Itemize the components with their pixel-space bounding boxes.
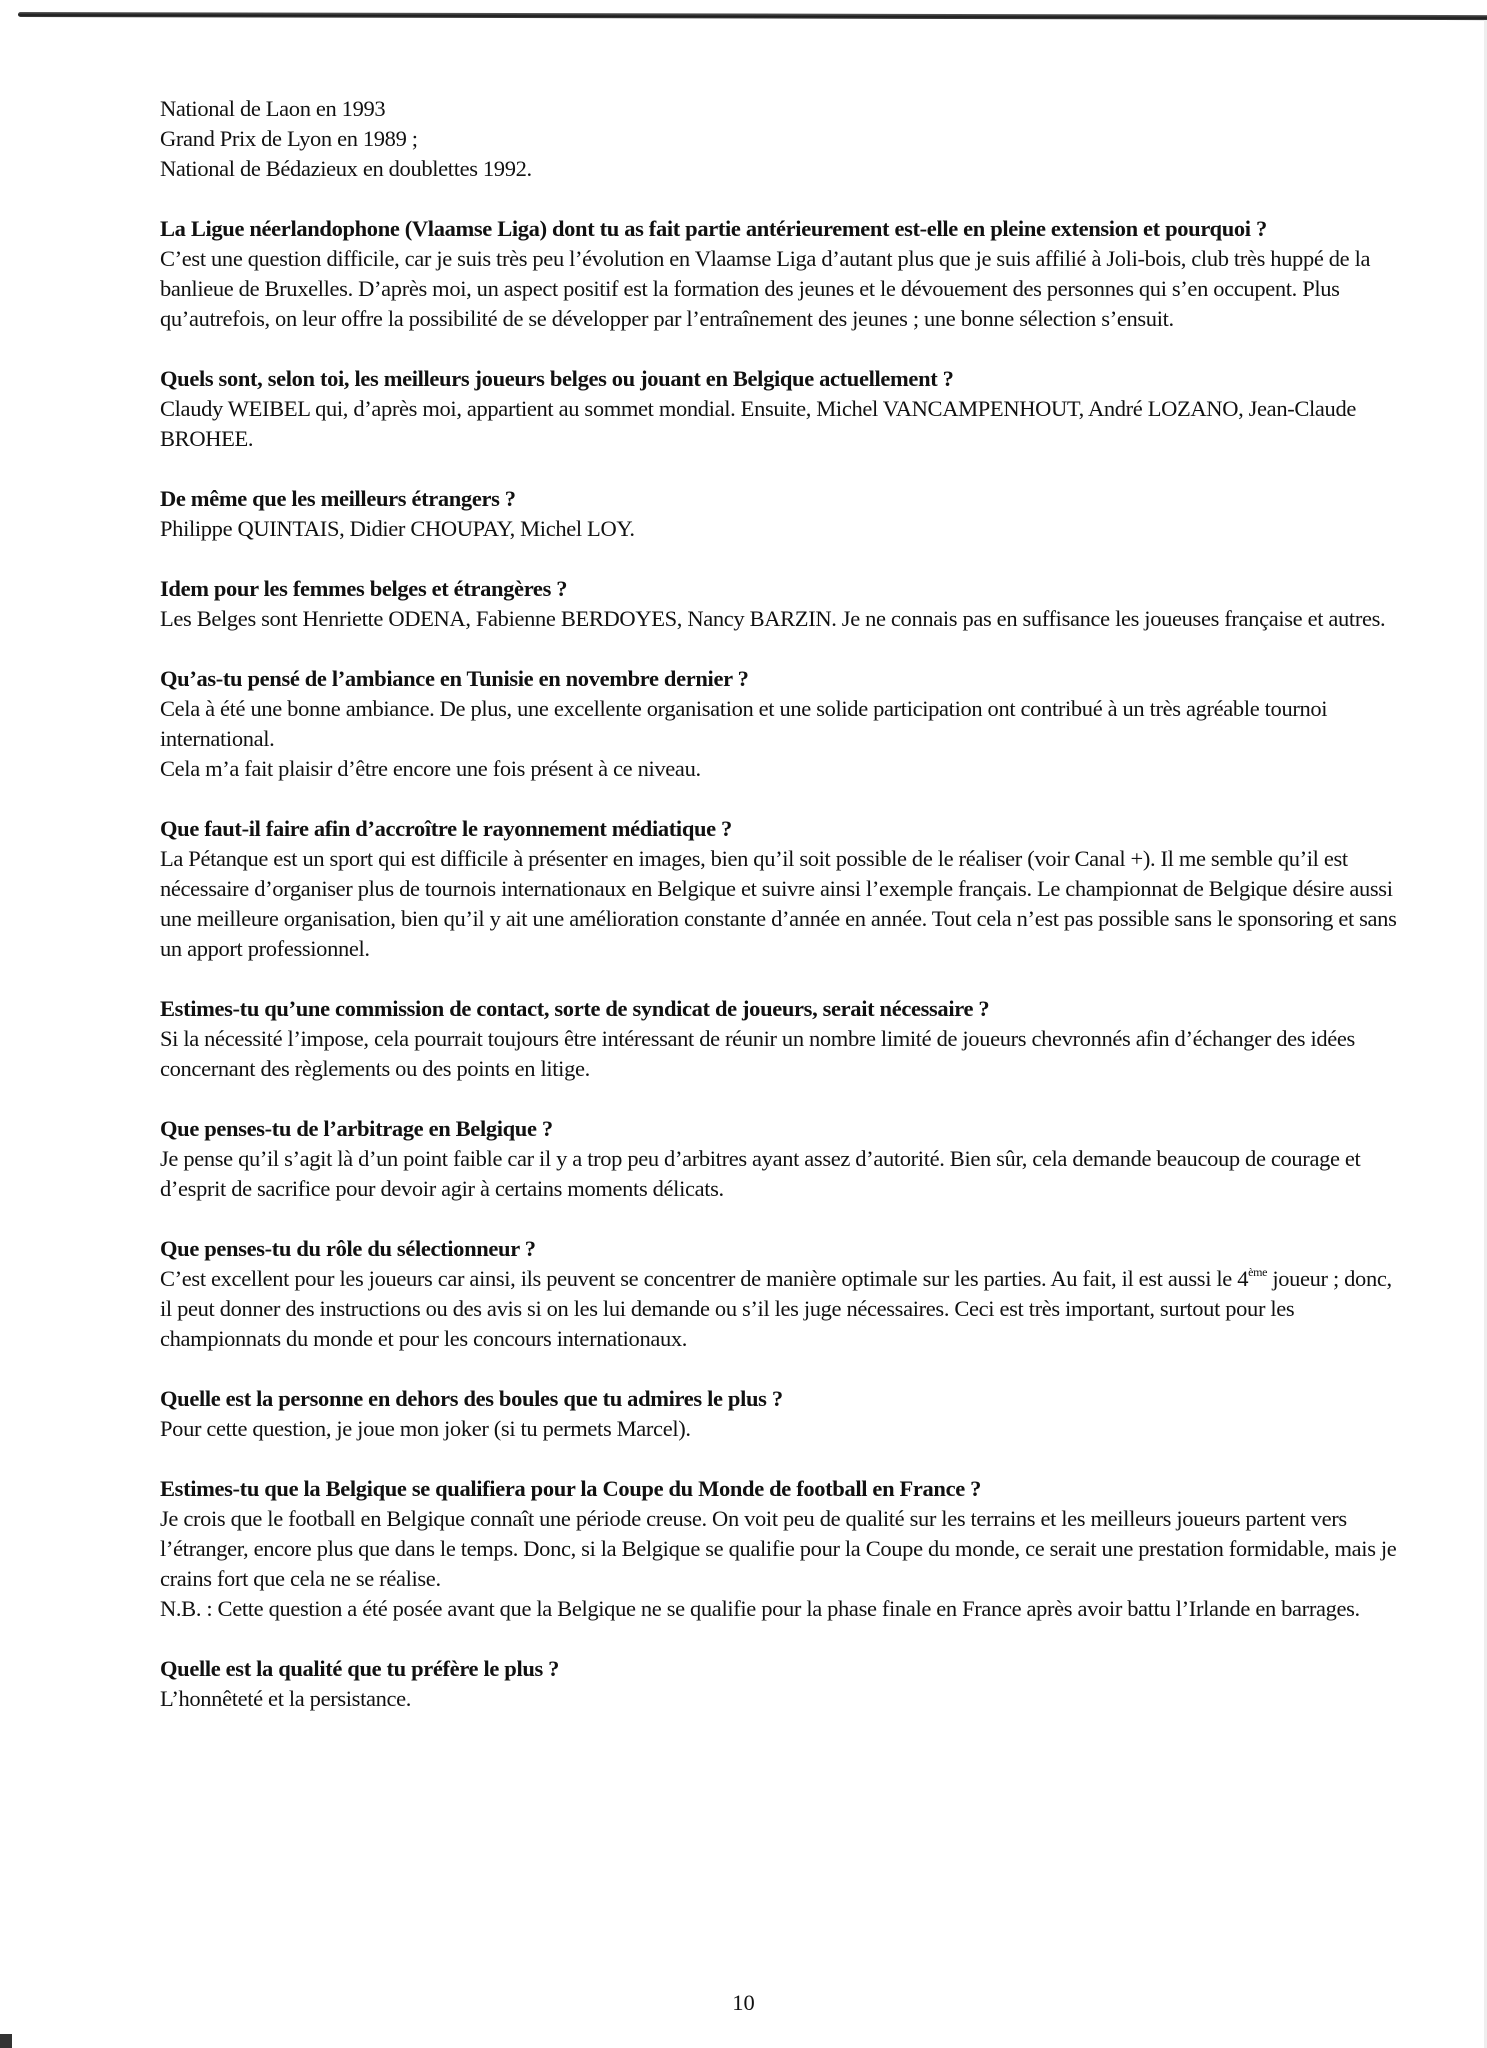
- qa-block-qualite: [160, 1654, 1400, 1714]
- answer: Cela à été une bonne ambiance. De plus, une excellente organisation et une solide participation ont contribué à un très agréable tournoi international.: [160, 696, 1328, 751]
- answer: La Pétanque est un sport qui est difficile à présenter en images, bien qu’il soit possible de le réaliser (voir Canal +). Il me semble qu’il est nécessaire d’organiser plus de tournois internationaux en Belgique et suivre ainsi l’exemple français. Le championnat de Belgique désire aussi une meilleure organisation, bien qu’il y ait une amélioration constante d’année en année. Tout cela n’est pas possible sans le sponsoring et sans un apport professionnel.: [160, 846, 1397, 961]
- answer: [160, 1264, 1400, 1354]
- question: Qu’as-tu pensé de l’ambiance en Tunisie en novembre dernier ?: [160, 666, 749, 691]
- qa-block-mediatique: [160, 814, 1400, 964]
- question: Estimes-tu qu’une commission de contact, sorte de syndicat de joueurs, serait nécessaire ?: [160, 996, 990, 1021]
- qa-block-personne-admiree: [160, 1384, 1400, 1444]
- question: Que penses-tu du rôle du sélectionneur ?: [160, 1236, 536, 1261]
- answer: L’honnêteté et la persistance.: [160, 1686, 412, 1711]
- answer: Philippe QUINTAIS, Didier CHOUPAY, Michel LOY.: [160, 516, 635, 541]
- qa-block-femmes: [160, 574, 1400, 634]
- question: De même que les meilleurs étrangers ?: [160, 486, 516, 511]
- question: Que faut-il faire afin d’accroître le rayonnement médiatique ?: [160, 816, 732, 841]
- intro-line: Grand Prix de Lyon en 1989 ;: [160, 126, 418, 151]
- qa-block-tunisie: [160, 664, 1400, 784]
- question: Quelle est la personne en dehors des boules que tu admires le plus ?: [160, 1386, 783, 1411]
- qa-block-meilleurs-belges: [160, 364, 1400, 454]
- question: Quels sont, selon toi, les meilleurs joueurs belges ou jouant en Belgique actuellement ?: [160, 366, 954, 391]
- intro-list: [160, 94, 1400, 184]
- qa-block-etrangers: [160, 484, 1400, 544]
- answer: Si la nécessité l’impose, cela pourrait toujours être intéressant de réunir un nombre limité de joueurs chevronnés afin d’échanger des idées concernant des règlements ou des points en litige.: [160, 1026, 1355, 1081]
- question: Que penses-tu de l’arbitrage en Belgique ?: [160, 1116, 553, 1141]
- intro-line: National de Laon en 1993: [160, 96, 386, 121]
- answer: Claudy WEIBEL qui, d’après moi, appartient au sommet mondial. Ensuite, Michel VANCAMPENHOUT, André LOZANO, Jean-Claude BROHEE.: [160, 396, 1356, 451]
- answer-note: N.B. : Cette question a été posée avant que la Belgique ne se qualifie pour la phase finale en France après avoir battu l’Irlande en barrages.: [160, 1596, 1360, 1621]
- document-page: [160, 94, 1400, 1714]
- answer: C’est une question difficile, car je suis très peu l’évolution en Vlaamse Liga d’autant plus que je suis affilié à Joli-bois, club très huppé de la banlieue de Bruxelles. D’après moi, un aspect positif est la formation des jeunes et le dévouement des personnes qui s’en occupent. Plus qu’autrefois, on leur offre la possibilité de se développer par l’entraînement des jeunes ; une bonne sélection s’ensuit.: [160, 246, 1371, 331]
- answer: Les Belges sont Henriette ODENA, Fabienne BERDOYES, Nancy BARZIN. Je ne connais pas en suffisance les joueuses française et autres.: [160, 606, 1386, 631]
- scan-top-rule: [18, 12, 1487, 20]
- qa-block-selectionneur: [160, 1234, 1400, 1354]
- answer-text: joueur ; donc, il peut donner des instructions ou des avis si on les lui demande ou s’il les juge nécessaires. Ceci est très important, surtout pour les championnats du monde et pour les concours internationaux.: [160, 1266, 1392, 1351]
- qa-block-commission: [160, 994, 1400, 1084]
- qa-block-arbitrage: [160, 1114, 1400, 1204]
- question: Idem pour les femmes belges et étrangères ?: [160, 576, 568, 601]
- answer: Pour cette question, je joue mon joker (si tu permets Marcel).: [160, 1416, 691, 1441]
- answer: Je crois que le football en Belgique connaît une période creuse. On voit peu de qualité sur les terrains et les meilleurs joueurs partent vers l’étranger, encore plus que dans le temps. Donc, si la Belgique se qualifie pour la Coupe du monde, ce serait une prestation formidable, mais je crains fort que cela ne se réalise.: [160, 1506, 1397, 1591]
- scan-corner-mark: [0, 2034, 12, 2048]
- page-number: 10: [732, 1990, 755, 2015]
- question: Estimes-tu que la Belgique se qualifiera pour la Coupe du Monde de football en France ?: [160, 1476, 982, 1501]
- answer: Cela m’a fait plaisir d’être encore une fois présent à ce niveau.: [160, 756, 701, 781]
- question: La Ligue néerlandophone (Vlaamse Liga) dont tu as fait partie antérieurement est-elle en pleine extension et pourquoi ?: [160, 216, 1267, 241]
- answer-text: C’est excellent pour les joueurs car ainsi, ils peuvent se concentrer de manière optimale sur les parties. Au fait, il est aussi le 4: [160, 1266, 1249, 1291]
- ordinal-superscript: ème: [1248, 1264, 1268, 1279]
- qa-block-coupe-du-monde: [160, 1474, 1400, 1624]
- intro-line: National de Bédazieux en doublettes 1992.: [160, 156, 532, 181]
- question: Quelle est la qualité que tu préfère le plus ?: [160, 1656, 560, 1681]
- answer: Je pense qu’il s’agit là d’un point faible car il y a trop peu d’arbitres ayant assez d’autorité. Bien sûr, cela demande beaucoup de courage et d’esprit de sacrifice pour devoir agir à certains moments délicats.: [160, 1146, 1361, 1201]
- qa-block-ligue: [160, 214, 1400, 334]
